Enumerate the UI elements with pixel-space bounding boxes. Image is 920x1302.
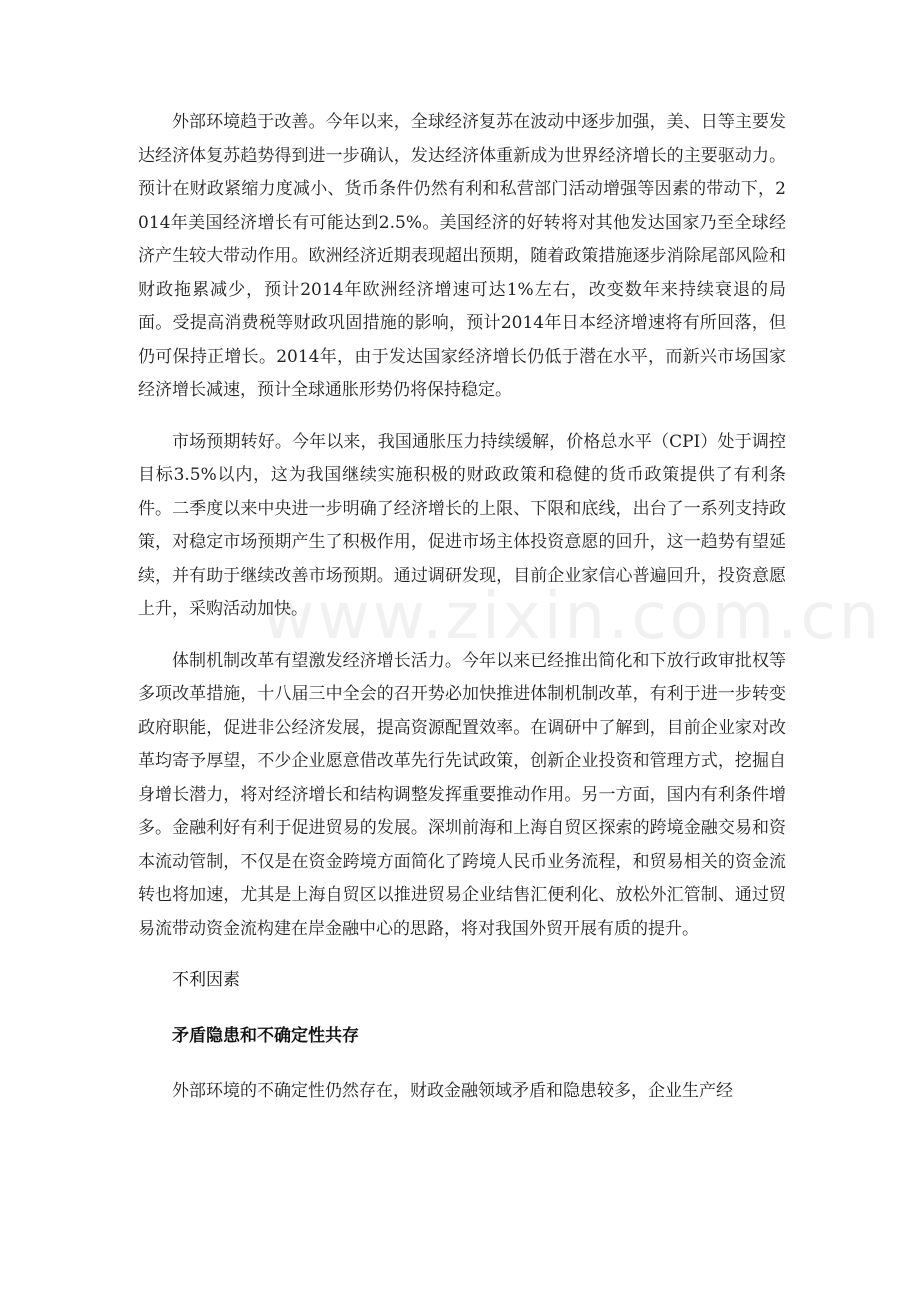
watermark: www.zixin.com.cn xyxy=(262,580,883,654)
heading-contradictions-uncertainty: 矛盾隐患和不确定性共存 xyxy=(172,1025,359,1046)
document-body xyxy=(138,106,883,1127)
paragraph-institutional-reform: 体制机制改革有望激发经济增长活力。今年以来已经推出简化和下放行政审批权等多项改革措施，十八届三中全会的召开势必加快推进体制机制改革，有利于进一步转变政府职能，促进非公经济发展，提高资源配置效率。在调研中了解到，目前企业家对改革均寄予厚望，不少企业愿意借改革先行先试政策，创新企业投资和管理方式，挖掘自身增长潜力，将对经济增长和结构调整发挥重要推动作用。另一方面，国内有利条件增多。金融利好有利于促进贸易的发展。深圳前海和上海自贸区探索的跨境金融交易和资本流动管制，不仅是在资金跨境方面简化了跨境人民币业务流程，和贸易相关的资金流转也将加速，尤其是上海自贸区以推进贸易企业结售汇便利化、放松外汇管制、通过贸易流带动资金流构建在岸金融中心的思路，将对我国外贸开展有质的提升。 xyxy=(138,650,786,939)
paragraph-external-uncertainty: 外部环境的不确定性仍然存在，财政金融领域矛盾和隐患较多，企业生产经 xyxy=(172,1081,733,1101)
heading-unfavorable-factors: 不利因素 xyxy=(172,970,240,990)
paragraph-external-environment: 外部环境趋于改善。今年以来，全球经济复苏在波动中逐步加强，美、日等主要发达经济体复苏趋势得到进一步确认，发达经济体重新成为世界经济增长的主要驱动力。预计在财政紧缩力度减小、货币条件仍然有利和私营部门活动增强等因素的带动下，2014年美国经济增长有可能达到2.5%。美国经济的好转将对其他发达国家乃至全球经济产生较大带动作用。欧洲经济近期表现超出预期，随着政策措施逐步消除尾部风险和财政拖累减少，预计2014年欧洲经济增速可达1%左右，改变数年来持续衰退的局面。受提高消费税等财政巩固措施的影响，预计2014年日本经济增速将有所回落，但仍可保持正增长。2014年，由于发达国家经济增长仍低于潜在水平，而新兴市场国家经济增长减速，预计全球通胀形势仍将保持稳定。 xyxy=(138,112,786,400)
paragraph-market-expectation: 市场预期转好。今年以来，我国通胀压力持续缓解，价格总水平（CPI）处于调控目标3.5%以内，这为我国继续实施积极的财政政策和稳健的货币政策提供了有利条件。二季度以来中央进一步明确了经济增长的上限、下限和底线，出台了一系列支持政策，对稳定市场预期产生了积极作用，促进市场主体投资意愿的回升，这一趋势有望延续，并有助于继续改善市场预期。通过调研发现，目前企业家信心普遍回升，投资意愿上升，采购活动加快。 xyxy=(138,431,786,619)
